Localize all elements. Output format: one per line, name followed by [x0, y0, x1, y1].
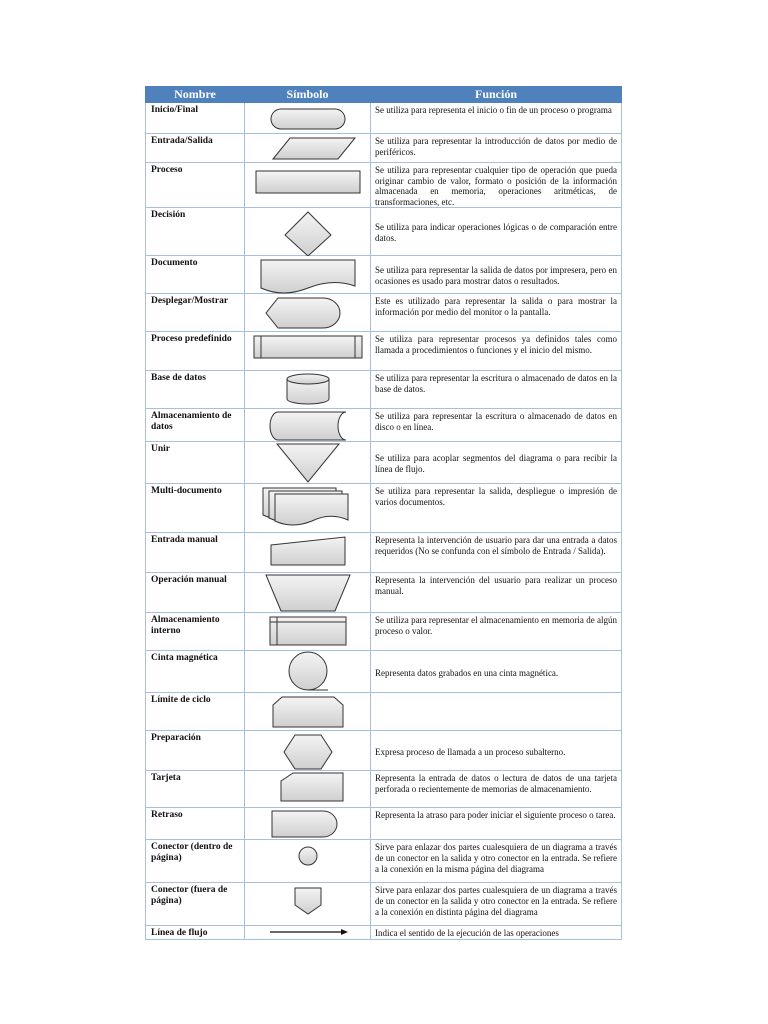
symbol-cell	[245, 533, 371, 573]
symbol-name: Cinta magnética	[146, 651, 245, 693]
symbol-name: Multi-documento	[146, 484, 245, 533]
symbol-cell	[245, 256, 371, 294]
multi-document-symbol-icon	[245, 484, 371, 533]
symbol-name: Proceso	[146, 163, 245, 208]
symbol-name: Decisión	[146, 208, 245, 256]
symbol-name: Línea de flujo	[146, 926, 245, 940]
table-row	[146, 208, 622, 256]
symbol-function: Se utiliza para representar el almacenamiento en memoria de algún proceso o valor.	[371, 613, 622, 651]
table-row	[146, 332, 622, 371]
display-symbol-icon	[245, 294, 371, 332]
symbol-function: Se utiliza para indicar operaciones lógicas o de comparación entre datos.	[371, 208, 622, 256]
symbol-name: Preparación	[146, 731, 245, 771]
input-output-symbol-icon	[245, 134, 371, 163]
symbol-name: Retraso	[146, 808, 245, 840]
symbol-name: Operación manual	[146, 573, 245, 613]
symbol-cell	[245, 103, 371, 134]
table-row	[146, 926, 622, 940]
symbol-name: Unir	[146, 442, 245, 484]
table-row	[146, 840, 622, 883]
symbol-function: Este es utilizado para representar la salida o para mostrar la información por medio del monitor o la pantalla.	[371, 294, 622, 332]
symbol-function: Se utiliza para representar la escritura o almacenado de datos en disco o en línea.	[371, 409, 622, 442]
symbol-name: Documento	[146, 256, 245, 294]
decision-symbol-icon	[245, 208, 371, 256]
symbols-table	[145, 86, 622, 940]
table-row	[146, 103, 622, 134]
table-row	[146, 651, 622, 693]
symbol-cell	[245, 134, 371, 163]
symbol-function: Sirve para enlazar dos partes cualesquiera de un diagrama a través de un conector en la salida y otro conector en la entrada. Se refiere a la conexión en la misma página del diagrama	[371, 840, 622, 883]
table-row	[146, 294, 622, 332]
symbol-cell	[245, 208, 371, 256]
loop-limit-symbol-icon	[245, 693, 371, 731]
symbol-name: Conector (fuera de página)	[146, 883, 245, 926]
internal-storage-symbol-icon	[245, 613, 371, 651]
symbol-cell	[245, 926, 371, 940]
symbol-function: Sirve para enlazar dos partes cualesquiera de un diagrama a través de un conector en la salida y otro conector en la entrada. Se refiere a la conexión en distinta página del diagrama	[371, 883, 622, 926]
header-nombre: Nombre	[146, 87, 245, 103]
header-funcion: Función	[371, 87, 622, 103]
symbol-cell	[245, 731, 371, 771]
symbol-function: Representa la intervención del usuario para realizar un proceso manual.	[371, 573, 622, 613]
table-row	[146, 573, 622, 613]
header-simbolo: Símbolo	[245, 87, 371, 103]
symbol-function: Representa la atraso para poder iniciar el siguiente proceso o tarea.	[371, 808, 622, 840]
symbol-name: Almacenamiento de datos	[146, 409, 245, 442]
table-row	[146, 533, 622, 573]
stored-data-symbol-icon	[245, 409, 371, 442]
table-row	[146, 484, 622, 533]
symbol-cell	[245, 409, 371, 442]
process-symbol-icon	[245, 163, 371, 203]
terminal-symbol-icon	[245, 103, 371, 134]
table-header-row	[146, 87, 622, 103]
symbol-function: Se utiliza para representar procesos ya definidos tales como llamada a procedimientos o funciones y el inicio del mismo.	[371, 332, 622, 371]
table-row	[146, 883, 622, 926]
symbol-cell	[245, 294, 371, 332]
magnetic-tape-symbol-icon	[245, 651, 371, 693]
symbol-cell	[245, 163, 371, 208]
symbol-name: Base de datos	[146, 371, 245, 409]
symbol-function: Se utiliza para representa el inicio o fin de un proceso o programa	[371, 103, 622, 134]
symbol-name: Desplegar/Mostrar	[146, 294, 245, 332]
table-row	[146, 731, 622, 771]
symbol-function: Expresa proceso de llamada a un proceso subalterno.	[371, 731, 622, 771]
table-row	[146, 808, 622, 840]
table-row	[146, 134, 622, 163]
symbol-cell	[245, 613, 371, 651]
symbol-cell	[245, 771, 371, 808]
preparation-symbol-icon	[245, 731, 371, 771]
symbol-function: Indica el sentido de la ejecución de las operaciones	[371, 926, 622, 940]
symbol-function: Se utiliza para representar la salida, despliegue o impresión de varios documentos.	[371, 484, 622, 533]
table-row	[146, 442, 622, 484]
symbol-name: Entrada manual	[146, 533, 245, 573]
flowchart-symbols-document	[145, 86, 621, 940]
symbol-cell	[245, 332, 371, 371]
symbol-name: Límite de ciclo	[146, 693, 245, 731]
symbol-function: Se utiliza para acoplar segmentos del diagrama o para recibir la línea de flujo.	[371, 442, 622, 484]
table-row	[146, 163, 622, 208]
symbol-cell	[245, 693, 371, 731]
table-row	[146, 613, 622, 651]
flow-line-arrow-icon	[245, 926, 371, 940]
symbol-cell	[245, 808, 371, 840]
merge-symbol-icon	[245, 442, 371, 484]
symbol-name: Almacenamiento interno	[146, 613, 245, 651]
symbol-name: Tarjeta	[146, 771, 245, 808]
document-symbol-icon	[245, 256, 371, 294]
symbol-function: Representa la entrada de datos o lectura de datos de una tarjeta perforada o recientemente de memorias de almacenamiento.	[371, 771, 622, 808]
delay-symbol-icon	[245, 808, 371, 840]
symbol-function: Se utiliza para representar la escritura o almacenado de datos en la base de datos.	[371, 371, 622, 409]
symbol-cell	[245, 651, 371, 693]
symbol-function	[371, 693, 622, 731]
symbol-function: Se utiliza para representar la salida de datos por impresera, pero en ocasiones es usado para mostrar datos o resultados.	[371, 256, 622, 294]
symbol-function: Representa la intervención de usuario para dar una entrada a datos requeridos (No se confunda con el símbolo de Entrada / Salida).	[371, 533, 622, 573]
symbol-name: Entrada/Salida	[146, 134, 245, 163]
symbol-function: Se utiliza para representar la introducción de datos por medio de periféricos.	[371, 134, 622, 163]
symbol-cell	[245, 442, 371, 484]
manual-operation-symbol-icon	[245, 573, 371, 613]
table-row	[146, 693, 622, 731]
symbol-name: Proceso predefinido	[146, 332, 245, 371]
symbol-name: Inicio/Final	[146, 103, 245, 134]
on-page-connector-symbol-icon	[245, 840, 371, 883]
symbol-cell	[245, 484, 371, 533]
symbol-name: Conector (dentro de página)	[146, 840, 245, 883]
database-symbol-icon	[245, 371, 371, 409]
table-row	[146, 409, 622, 442]
symbol-cell	[245, 371, 371, 409]
symbol-function: Representa datos grabados en una cinta magnética.	[371, 651, 622, 693]
table-row	[146, 371, 622, 409]
off-page-connector-symbol-icon	[245, 883, 371, 926]
manual-input-symbol-icon	[245, 533, 371, 573]
predefined-process-symbol-icon	[245, 332, 371, 371]
table-row	[146, 771, 622, 808]
symbol-cell	[245, 883, 371, 926]
card-symbol-icon	[245, 771, 371, 808]
symbol-cell	[245, 573, 371, 613]
symbol-cell	[245, 840, 371, 883]
table-row	[146, 256, 622, 294]
symbol-function: Se utiliza para representar cualquier tipo de operación que pueda originar cambio de valor, formato o posición de la información almacenada en memoria, operaciones aritméticas, de transformaciones, etc.	[371, 163, 622, 208]
